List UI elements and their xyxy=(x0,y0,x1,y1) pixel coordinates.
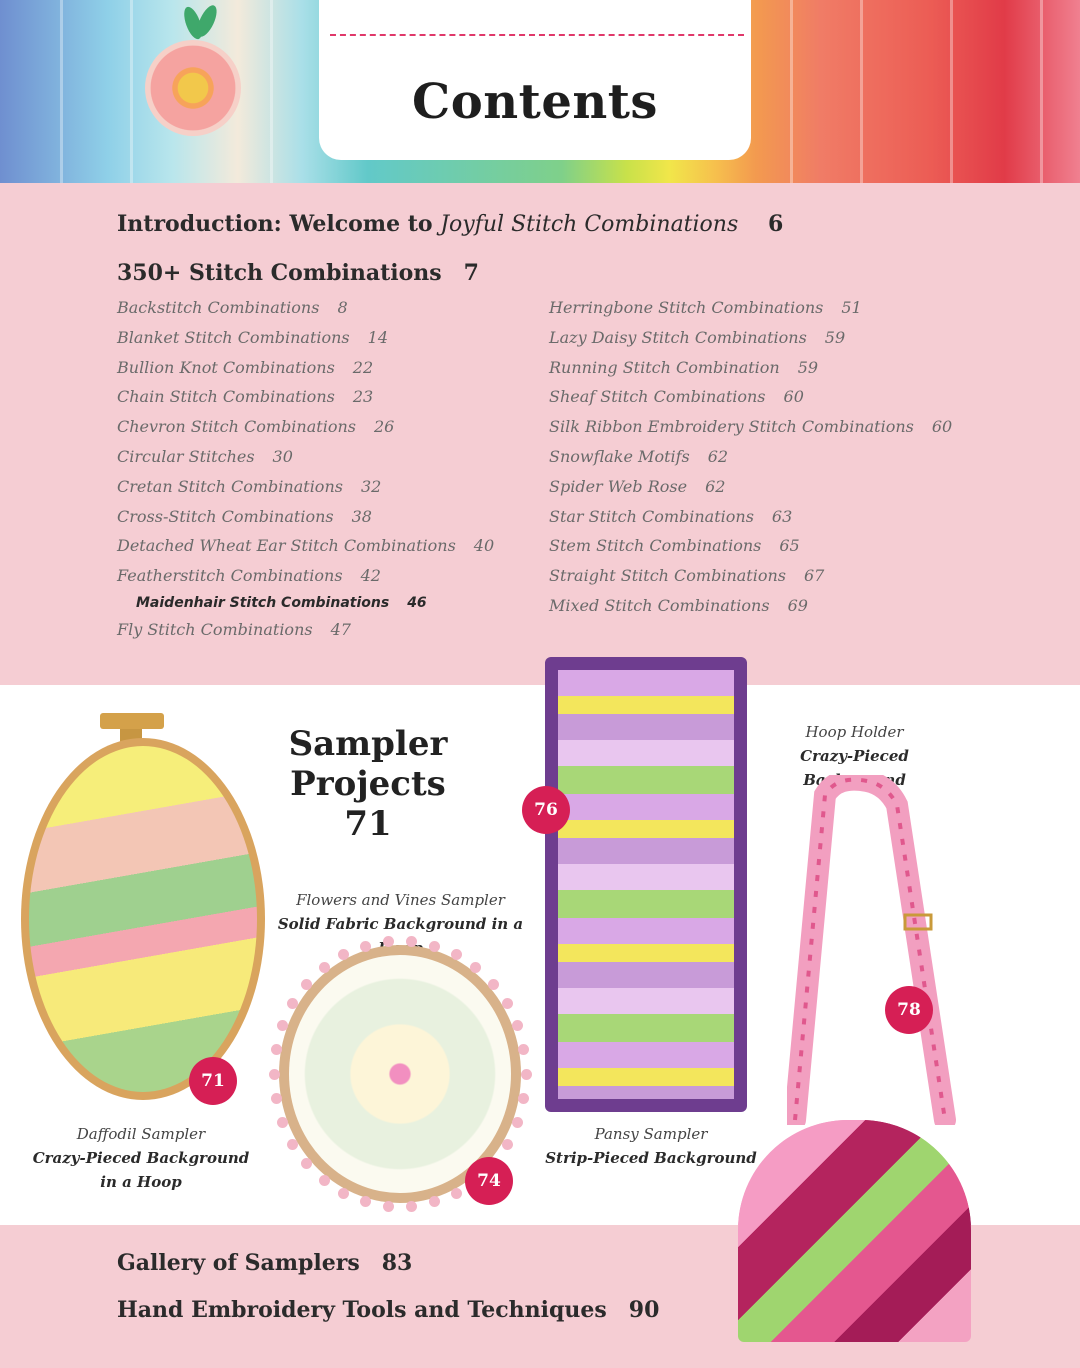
pompom xyxy=(319,1175,330,1186)
pompom xyxy=(502,1139,513,1150)
stitch-section-title: 350+ Stitch Combinations xyxy=(117,260,442,286)
pompom xyxy=(383,936,394,947)
toc-entry[interactable]: Straight Stitch Combinations 67 xyxy=(549,566,825,586)
toc-left-column xyxy=(117,293,494,645)
page-badge-daffodil[interactable]: 71 xyxy=(189,1057,237,1105)
pompom xyxy=(502,998,513,1009)
embroidered-flower-image xyxy=(145,40,241,136)
pompom xyxy=(512,1117,523,1128)
pompom xyxy=(512,1020,523,1031)
hoop-screw xyxy=(100,713,164,729)
toc-entry[interactable]: Snowflake Motifs 62 xyxy=(549,446,729,466)
toc-entry[interactable]: Chevron Stitch Combinations 26 xyxy=(117,417,395,437)
toc-entry[interactable]: Lazy Daisy Stitch Combinations 59 xyxy=(549,327,846,347)
pompom xyxy=(271,1093,282,1104)
toc-entry[interactable]: Sheaf Stitch Combinations 60 xyxy=(549,387,804,407)
intro-book-title: Joyful Stitch Combinations xyxy=(440,212,739,237)
pompom xyxy=(360,941,371,952)
caption-pansy: Pansy Sampler Strip-Pieced Background xyxy=(545,1125,757,1167)
pompom xyxy=(429,1196,440,1207)
toc-gallery-entry[interactable]: Gallery of Samplers 83 xyxy=(117,1250,413,1276)
toc-right-column xyxy=(549,293,952,621)
toc-entry[interactable]: Chain Stitch Combinations 23 xyxy=(117,387,374,407)
toc-entry[interactable]: Silk Ribbon Embroidery Stitch Combinations 60 xyxy=(549,417,953,437)
hoop-holder-bag-front xyxy=(738,1120,971,1342)
pompom xyxy=(470,962,481,973)
toc-entry[interactable]: Cretan Stitch Combinations 32 xyxy=(117,476,382,496)
toc-stitch-section-entry[interactable] xyxy=(117,260,479,286)
toc-tools-entry[interactable]: Hand Embroidery Tools and Techniques 90 xyxy=(117,1297,660,1323)
projects-title: Sampler Projects xyxy=(288,724,448,804)
pompom xyxy=(383,1201,394,1212)
caption-hoop-holder: Hoop Holder Crazy-Pieced Background xyxy=(800,723,909,789)
toc-entry[interactable]: Mixed Stitch Combinations 69 xyxy=(549,595,808,615)
toc-entry[interactable]: Spider Web Rose 62 xyxy=(549,476,726,496)
projects-heading[interactable] xyxy=(228,724,508,844)
toc-entry[interactable]: Featherstitch Combinations 42 xyxy=(117,566,381,586)
projects-page: 71 xyxy=(344,804,392,844)
pompom xyxy=(338,1188,349,1199)
pompom xyxy=(488,979,499,990)
pompom xyxy=(301,1158,312,1169)
toc-entry[interactable]: Stem Stitch Combinations 65 xyxy=(549,536,800,556)
toc-subentry[interactable]: Maidenhair Stitch Combinations 46 xyxy=(136,594,427,611)
pompom xyxy=(319,962,330,973)
toc-entry[interactable]: Circular Stitches 30 xyxy=(117,446,293,466)
pompom xyxy=(518,1093,529,1104)
page-badge-flowers-vines[interactable]: 74 xyxy=(465,1157,513,1205)
caption-daffodil: Daffodil Sampler Crazy-Pieced Background in a Hoop xyxy=(32,1125,250,1191)
page-badge-pansy[interactable]: 76 xyxy=(522,786,570,834)
toc-entry[interactable]: Star Stitch Combinations 63 xyxy=(549,506,793,526)
pompom xyxy=(271,1044,282,1055)
caption-flowers-vines: Flowers and Vines Sampler Solid Fabric Background in a xyxy=(277,891,524,933)
toc-intro-entry[interactable] xyxy=(117,211,783,237)
toc-entry[interactable]: Cross-Stitch Combinations 38 xyxy=(117,506,372,526)
toc-entry[interactable]: Blanket Stitch Combinations 14 xyxy=(117,327,388,347)
toc-entry[interactable]: Backstitch Combinations 8 xyxy=(117,298,348,317)
pompom xyxy=(269,1069,280,1080)
pompom xyxy=(287,1139,298,1150)
pompom xyxy=(451,1188,462,1199)
pansy-sampler-image[interactable] xyxy=(545,657,747,1112)
intro-prefix: Introduction: Welcome to xyxy=(117,211,433,237)
bag-strap-image xyxy=(787,775,957,1125)
page-badge-hoop-holder[interactable]: 78 xyxy=(885,986,933,1034)
dashed-divider xyxy=(330,34,744,36)
intro-page: 6 xyxy=(767,211,784,237)
pompom xyxy=(521,1069,532,1080)
toc-entry[interactable]: Bullion Knot Combinations 22 xyxy=(117,357,374,377)
toc-entry[interactable]: Fly Stitch Combinations 47 xyxy=(117,619,351,639)
toc-entry[interactable]: Running Stitch Combination 59 xyxy=(549,357,819,377)
pompom xyxy=(277,1117,288,1128)
daffodil-sampler-image[interactable] xyxy=(21,738,265,1100)
toc-entry[interactable]: Detached Wheat Ear Stitch Combinations 40 xyxy=(117,536,495,556)
stitch-section-page: 7 xyxy=(463,260,479,286)
page-title: Contents xyxy=(412,74,658,130)
pompom xyxy=(406,1201,417,1212)
pompom xyxy=(518,1044,529,1055)
pompom xyxy=(429,941,440,952)
toc-entry[interactable]: Herringbone Stitch Combinations 51 xyxy=(549,298,862,317)
pompom xyxy=(360,1196,371,1207)
